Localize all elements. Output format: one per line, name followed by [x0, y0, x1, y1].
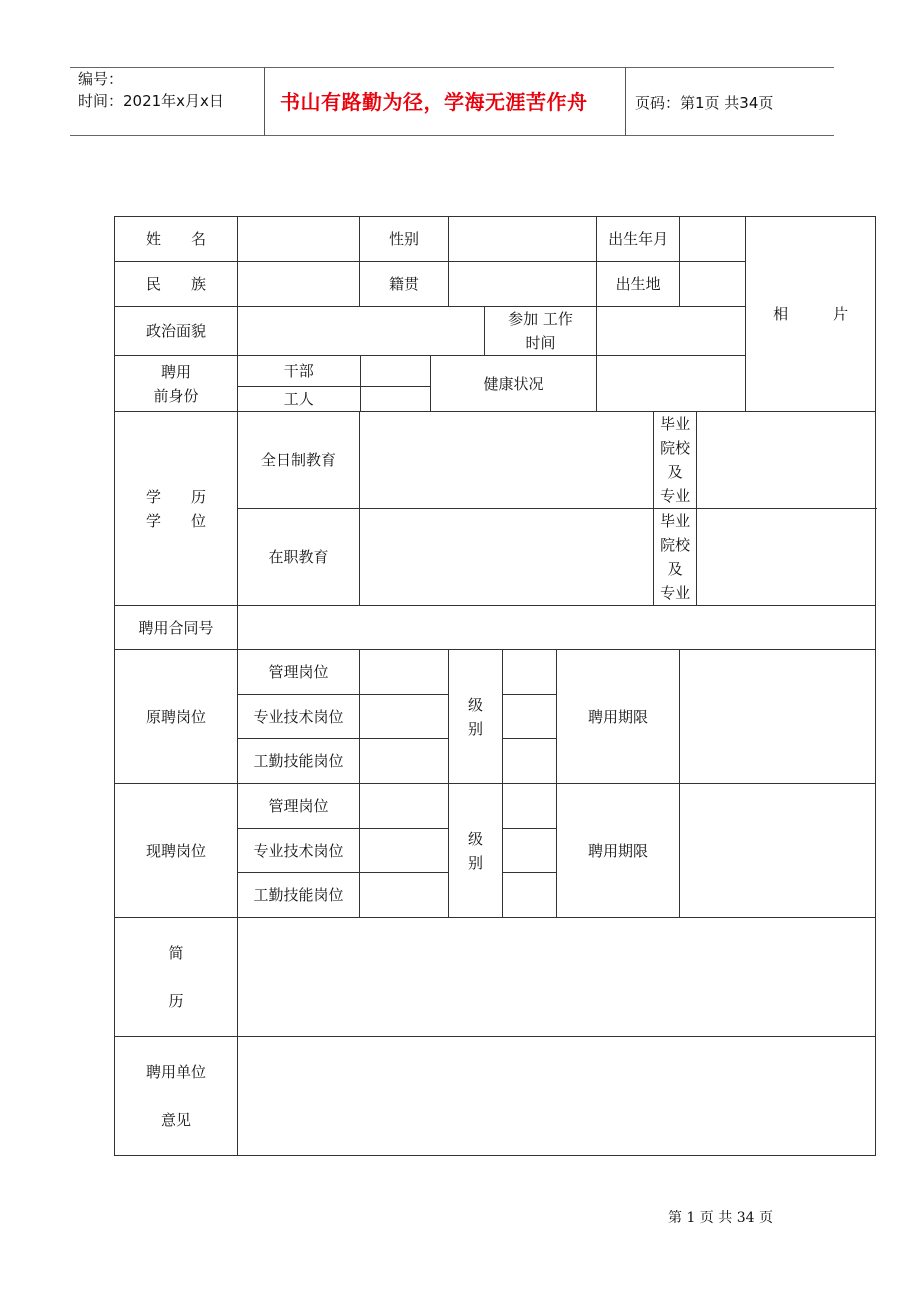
current-tech-post-field[interactable] [360, 829, 449, 873]
health-field[interactable] [597, 356, 746, 412]
header-divider-left [264, 67, 265, 136]
current-level-label-line2: 别 [468, 853, 484, 872]
original-skill-post-field[interactable] [360, 739, 449, 784]
original-mgmt-post-field[interactable] [360, 650, 449, 695]
prev-identity-label-line1: 聘用 [160, 362, 191, 381]
current-term-field[interactable] [680, 784, 876, 918]
employer-opinion-label-line2: 意见 [160, 1111, 191, 1129]
current-mgmt-post-field[interactable] [360, 784, 449, 829]
resume-label-line1: 简 [168, 944, 184, 962]
worker-checkbox[interactable] [360, 386, 430, 411]
original-tech-post-label: 专业技术岗位 [238, 695, 360, 739]
original-post-label: 原聘岗位 [115, 650, 238, 784]
worker-label: 工人 [238, 386, 360, 411]
current-level-label-line1: 级 [468, 829, 484, 848]
current-tech-post-label: 专业技术岗位 [238, 829, 360, 873]
education-label [115, 412, 238, 606]
photo-box [746, 217, 876, 412]
current-post-label: 现聘岗位 [115, 784, 238, 918]
fulltime-education-field[interactable] [360, 412, 654, 509]
current-term-label: 聘用期限 [557, 784, 680, 918]
work-start-label-line1: 参加 工作 [508, 310, 573, 328]
header-bottom-rule [70, 135, 834, 136]
contract-number-field[interactable] [238, 606, 876, 650]
name-field[interactable] [238, 217, 360, 262]
native-place-label: 籍贯 [360, 262, 449, 307]
native-place-field[interactable] [449, 262, 597, 307]
prev-identity-options [238, 356, 431, 412]
political-status-label: 政治面貌 [115, 307, 238, 356]
birth-date-field[interactable] [680, 217, 746, 262]
original-skill-post-label: 工勤技能岗位 [238, 739, 360, 784]
birthplace-label: 出生地 [597, 262, 680, 307]
ethnicity-label: 民 族 [115, 262, 238, 307]
original-skill-level-field[interactable] [503, 739, 557, 784]
current-tech-level-field[interactable] [503, 829, 557, 873]
original-term-label: 聘用期限 [557, 650, 680, 784]
inservice-education-field[interactable] [360, 509, 654, 606]
birth-date-label: 出生年月 [597, 217, 680, 262]
inservice-school-label [654, 509, 697, 606]
resume-field[interactable] [238, 918, 876, 1037]
current-skill-level-field[interactable] [503, 873, 557, 918]
header-motto: 书山有路勤为径，学海无涯苦作舟 [280, 90, 588, 114]
header-top-rule [70, 67, 834, 68]
gender-label: 性别 [360, 217, 449, 262]
original-term-field[interactable] [680, 650, 876, 784]
gender-field[interactable] [449, 217, 597, 262]
current-level-label [449, 784, 503, 918]
work-start-field[interactable] [597, 307, 746, 356]
current-skill-post-label: 工勤技能岗位 [238, 873, 360, 918]
employer-opinion-label [115, 1037, 238, 1156]
fulltime-school-label-line1: 毕业院校及 [660, 415, 691, 481]
original-level-label [449, 650, 503, 784]
header-divider-right [625, 67, 626, 136]
document-date: 时间：2021年x月x日 [78, 92, 224, 110]
education-label-line2: 学 位 [145, 511, 206, 530]
employer-opinion-field[interactable] [238, 1037, 876, 1156]
education-label-line1: 学 历 [145, 487, 206, 506]
current-skill-post-field[interactable] [360, 873, 449, 918]
ethnicity-field[interactable] [238, 262, 360, 307]
health-label: 健康状况 [431, 356, 597, 412]
current-mgmt-post-label: 管理岗位 [238, 784, 360, 829]
employer-opinion-label-line1: 聘用单位 [145, 1063, 206, 1081]
document-number-label: 编号： [78, 70, 124, 88]
political-status-field[interactable] [238, 307, 485, 356]
inservice-school-label-line2: 专业 [660, 584, 691, 602]
original-level-label-line1: 级 [468, 695, 484, 714]
inservice-school-field[interactable] [697, 509, 876, 606]
original-tech-level-field[interactable] [503, 695, 557, 739]
original-tech-post-field[interactable] [360, 695, 449, 739]
inservice-education-label: 在职教育 [238, 509, 360, 606]
resume-label-line2: 历 [168, 992, 184, 1010]
cadre-checkbox[interactable] [360, 356, 430, 386]
original-mgmt-post-label: 管理岗位 [238, 650, 360, 695]
resume-label [115, 918, 238, 1037]
original-level-label-line2: 别 [468, 719, 484, 738]
fulltime-school-field[interactable] [697, 412, 876, 509]
current-mgmt-level-field[interactable] [503, 784, 557, 829]
fulltime-education-label: 全日制教育 [238, 412, 360, 509]
fulltime-school-label-line2: 专业 [660, 487, 691, 505]
footer-page-number: 第 1 页 共 34 页 [668, 1210, 773, 1226]
original-mgmt-level-field[interactable] [503, 650, 557, 695]
photo-label: 相 片 [773, 305, 849, 323]
cadre-label: 干部 [238, 356, 360, 386]
contract-number-label: 聘用合同号 [115, 606, 238, 650]
work-start-label [485, 307, 597, 356]
fulltime-school-label [654, 412, 697, 509]
page-indicator: 页码：第1页 共34页 [635, 94, 774, 112]
birthplace-field[interactable] [680, 262, 746, 307]
name-label: 姓 名 [115, 217, 238, 262]
work-start-label-line2: 时间 [525, 334, 556, 352]
employment-form-table [114, 216, 876, 1156]
inservice-school-label-line1: 毕业院校及 [660, 512, 691, 578]
prev-identity-label [115, 356, 238, 412]
prev-identity-label-line2: 前身份 [153, 386, 199, 405]
